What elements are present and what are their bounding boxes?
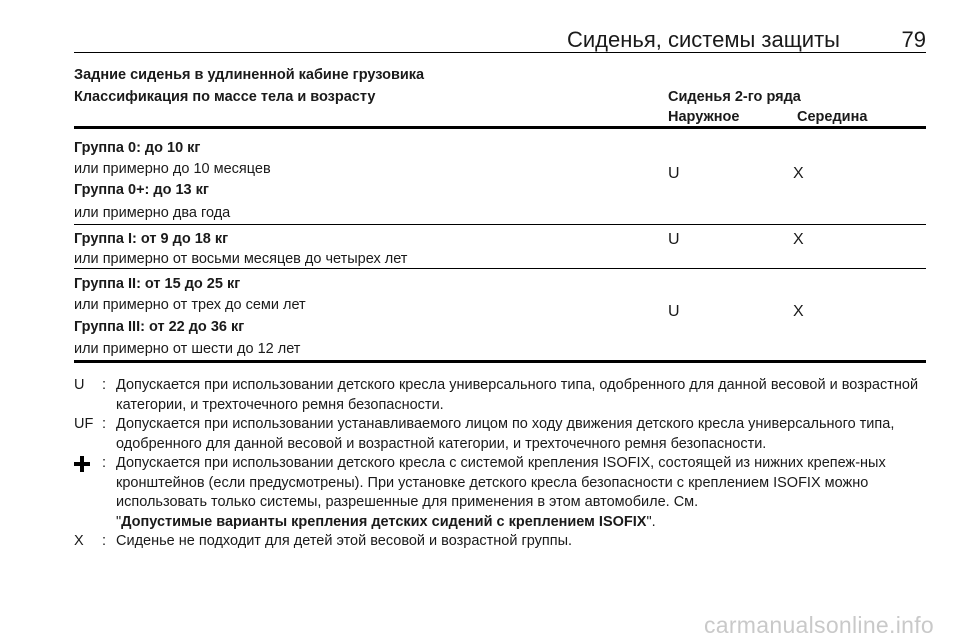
- watermark: carmanualsonline.info: [703, 612, 934, 638]
- table-row-1-center-value: X: [793, 165, 804, 182]
- isofix-reference-link[interactable]: Допустимые варианты крепления детских сидений с креплением ISOFIX: [121, 513, 647, 530]
- table-bottom-rule: [74, 360, 926, 363]
- table-row-1-line-1: Группа 0: до 10 кг: [74, 140, 201, 156]
- table-row-3-center-value: X: [793, 303, 804, 320]
- quote-close: ".: [646, 513, 656, 530]
- table-row-3-line-4: или примерно от шести до 12 лет: [74, 341, 301, 357]
- table-row-divider: [74, 224, 926, 225]
- table-header-outer: Наружное: [668, 109, 740, 125]
- quote-open: ": [116, 513, 122, 530]
- legend-text: Сиденье не подходит для детей этой весовой и возрастной группы.: [116, 533, 573, 549]
- table-row-2-center-value: X: [793, 231, 804, 248]
- table-header-classification: Классификация по массе тела и возрасту: [74, 89, 376, 105]
- legend-item-x: [74, 532, 926, 552]
- table-row-3-line-2: или примерно от трех до семи лет: [74, 297, 306, 313]
- table-row-3-line-1: Группа II: от 15 до 25 кг: [74, 276, 241, 292]
- legend-colon: :: [102, 377, 107, 393]
- table-row-1-line-3: Группа 0+: до 13 кг: [74, 182, 209, 198]
- section-title: Задние сиденья в удлиненной кабине грузовика: [74, 67, 425, 83]
- table-row-2-outer-value: U: [668, 231, 680, 248]
- legend-text: Допускается при использовании детского кресла универсального типа, одобренного для данной весовой и возрастной категории, и трехточечного ремня безопасности.: [116, 377, 919, 413]
- header-title: Сиденья, системы защиты: [566, 27, 840, 52]
- legend-colon: :: [102, 455, 107, 471]
- page-number: 79: [901, 27, 926, 52]
- legend-key: U: [74, 377, 85, 393]
- table-row-2-line-2: или примерно от восьми месяцев до четырех лет: [74, 251, 408, 267]
- table-row-3-line-3: Группа III: от 22 до 36 кг: [74, 319, 245, 335]
- table-row-divider: [74, 268, 926, 269]
- legend-text: Допускается при использовании устанавливаемого лицом по ходу движения детского кресла универсального типа, одобренного для данной весовой и возрастной категории, и трехточечного ремня безопасности.: [116, 416, 895, 452]
- legend-item-u: [74, 376, 926, 415]
- legend-colon: :: [102, 416, 107, 432]
- table-header-rule: [74, 126, 926, 129]
- table-row-3-outer-value: U: [668, 303, 680, 320]
- legend-item-isofix: [74, 454, 926, 532]
- table-header-center: Середина: [797, 109, 868, 125]
- table-row-2-line-1: Группа I: от 9 до 18 кг: [74, 231, 229, 247]
- table-row-1-line-4: или примерно два года: [74, 205, 231, 221]
- table-row-1-outer-value: U: [668, 165, 680, 182]
- legend-item-uf: [74, 415, 926, 454]
- table-row-1-line-2: или примерно до 10 месяцев: [74, 161, 271, 177]
- legend-colon: :: [102, 533, 107, 549]
- legend-text: Допускается при использовании детского кресла с системой крепления ISOFIX, состоящей из нижних крепеж-ных кронштейнов (если предусмотрены). При установке детского кресла безопасности с креплением ISOFIX можно использовать только системы, разрешенные для применения в этом автомобиле. См.: [116, 455, 886, 510]
- legend-key: X: [74, 533, 84, 549]
- legend-notes: [74, 376, 926, 552]
- table-header-second-row-seats: Сиденья 2-го ряда: [668, 89, 801, 105]
- page-header: [74, 0, 926, 53]
- plus-icon: [74, 456, 90, 472]
- legend-key: UF: [74, 416, 94, 432]
